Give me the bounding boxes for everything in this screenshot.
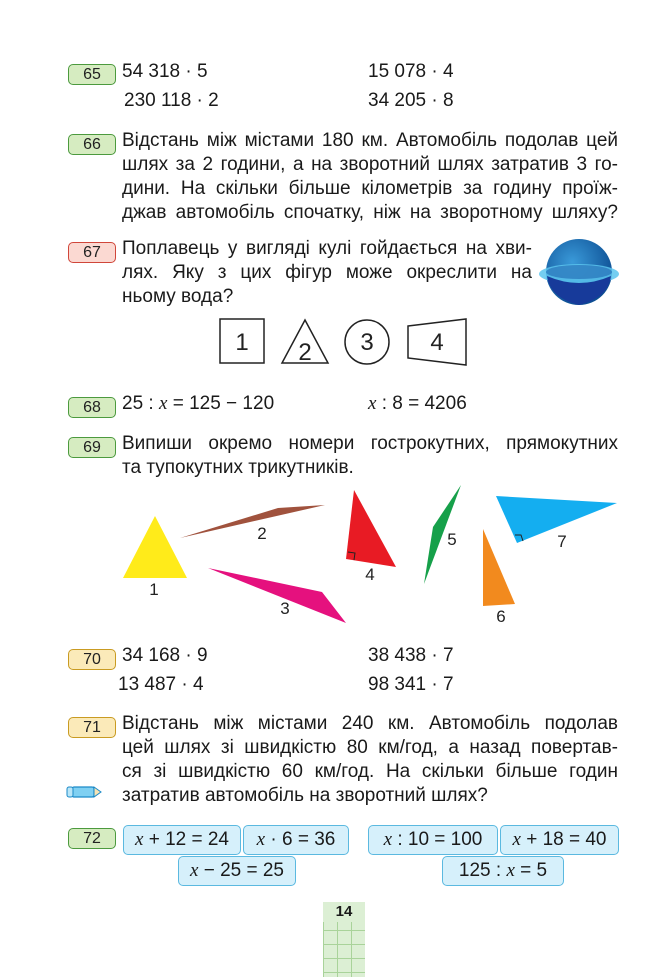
task-71-text: [122, 712, 618, 808]
triangles-figure: [110, 480, 630, 630]
equation-box: 125 : x = 5: [442, 856, 564, 886]
pencil-icon: [66, 784, 102, 800]
text-line: ньому вода?: [122, 286, 234, 307]
page-number: 14: [323, 902, 365, 922]
triangle-label: 4: [365, 565, 375, 584]
triangle-6: [483, 529, 515, 606]
text-line: дини. На скільки більше кілометрів за годину проїж-: [122, 178, 618, 199]
task-number-69: 69: [68, 437, 116, 458]
task-number-66: 66: [68, 134, 116, 155]
text-line: лях. Яку з цих фігур може окреслити на: [122, 262, 532, 283]
task-66-text: [122, 129, 618, 225]
expression: 13 487 · 4: [118, 674, 204, 695]
shape-label: 1: [235, 329, 249, 356]
equation-box: x + 12 = 24: [123, 825, 241, 855]
ball-float-icon: [538, 236, 622, 310]
task-number-72: 72: [68, 828, 116, 849]
task-69-text: [122, 432, 618, 480]
equation-box: x : 10 = 100: [368, 825, 498, 855]
expression: 54 318 · 5: [122, 61, 208, 82]
task-number-67: 67: [68, 242, 116, 263]
triangle-4: [346, 490, 396, 567]
equation: 25 : x = 125 − 120: [122, 393, 275, 414]
task-number-71: 71: [68, 717, 116, 738]
text-line: Відстань між містами 240 км. Автомобіль подолав: [122, 713, 618, 734]
text-line: шлях за 2 години, а на зворотний шлях затратив 3 го-: [122, 154, 618, 175]
task-number-70: 70: [68, 649, 116, 670]
expression: 98 341 · 7: [368, 674, 454, 695]
text-line: цей шлях зі швидкістю 80 км/год, а назад повертав-: [122, 737, 618, 758]
text-line: та тупокутних трикутників.: [122, 457, 354, 478]
text-line: ся зі швидкістю 60 км/год. На скільки більше годин: [122, 761, 618, 782]
triangle-label: 7: [557, 532, 567, 551]
shape-label: 2: [298, 339, 312, 366]
equation-box: x + 18 = 40: [500, 825, 619, 855]
shape-label: 3: [360, 329, 374, 356]
text-line: джав автомобіль спочатку, ніж на зворотному шляху?: [122, 202, 618, 223]
expression: 38 438 · 7: [368, 645, 454, 666]
triangle-label: 2: [257, 524, 267, 543]
shapes-row: [215, 316, 470, 368]
expression: 230 118 · 2: [124, 90, 219, 111]
text-line: Випиши окремо номери гострокутних, прямокутних: [122, 433, 618, 454]
text-line: затратив автомобіль на зворотний шлях?: [122, 785, 488, 806]
triangle-1: [123, 516, 187, 578]
triangle-label: 6: [496, 607, 506, 626]
page-number-tab: [323, 902, 365, 977]
equation-box: x · 6 = 36: [243, 825, 349, 855]
expression: 34 168 · 9: [122, 645, 208, 666]
expression: 15 078 · 4: [368, 61, 454, 82]
triangle-3: [208, 568, 346, 623]
triangle-label: 1: [149, 580, 159, 599]
triangle-label: 5: [447, 530, 457, 549]
triangle-label: 3: [280, 599, 290, 618]
task-number-65: 65: [68, 64, 116, 85]
text-line: Поплавець у вигляді кулі гойдається на хви-: [122, 238, 532, 259]
shape-label: 4: [430, 329, 444, 356]
expression: 34 205 · 8: [368, 90, 454, 111]
text-line: Відстань між містами 180 км. Автомобіль подолав цей: [122, 130, 618, 151]
equation: x : 8 = 4206: [368, 393, 467, 414]
triangle-2: [180, 505, 325, 538]
task-number-68: 68: [68, 397, 116, 418]
equation-box: x − 25 = 25: [178, 856, 296, 886]
task-67-text: [122, 237, 532, 309]
